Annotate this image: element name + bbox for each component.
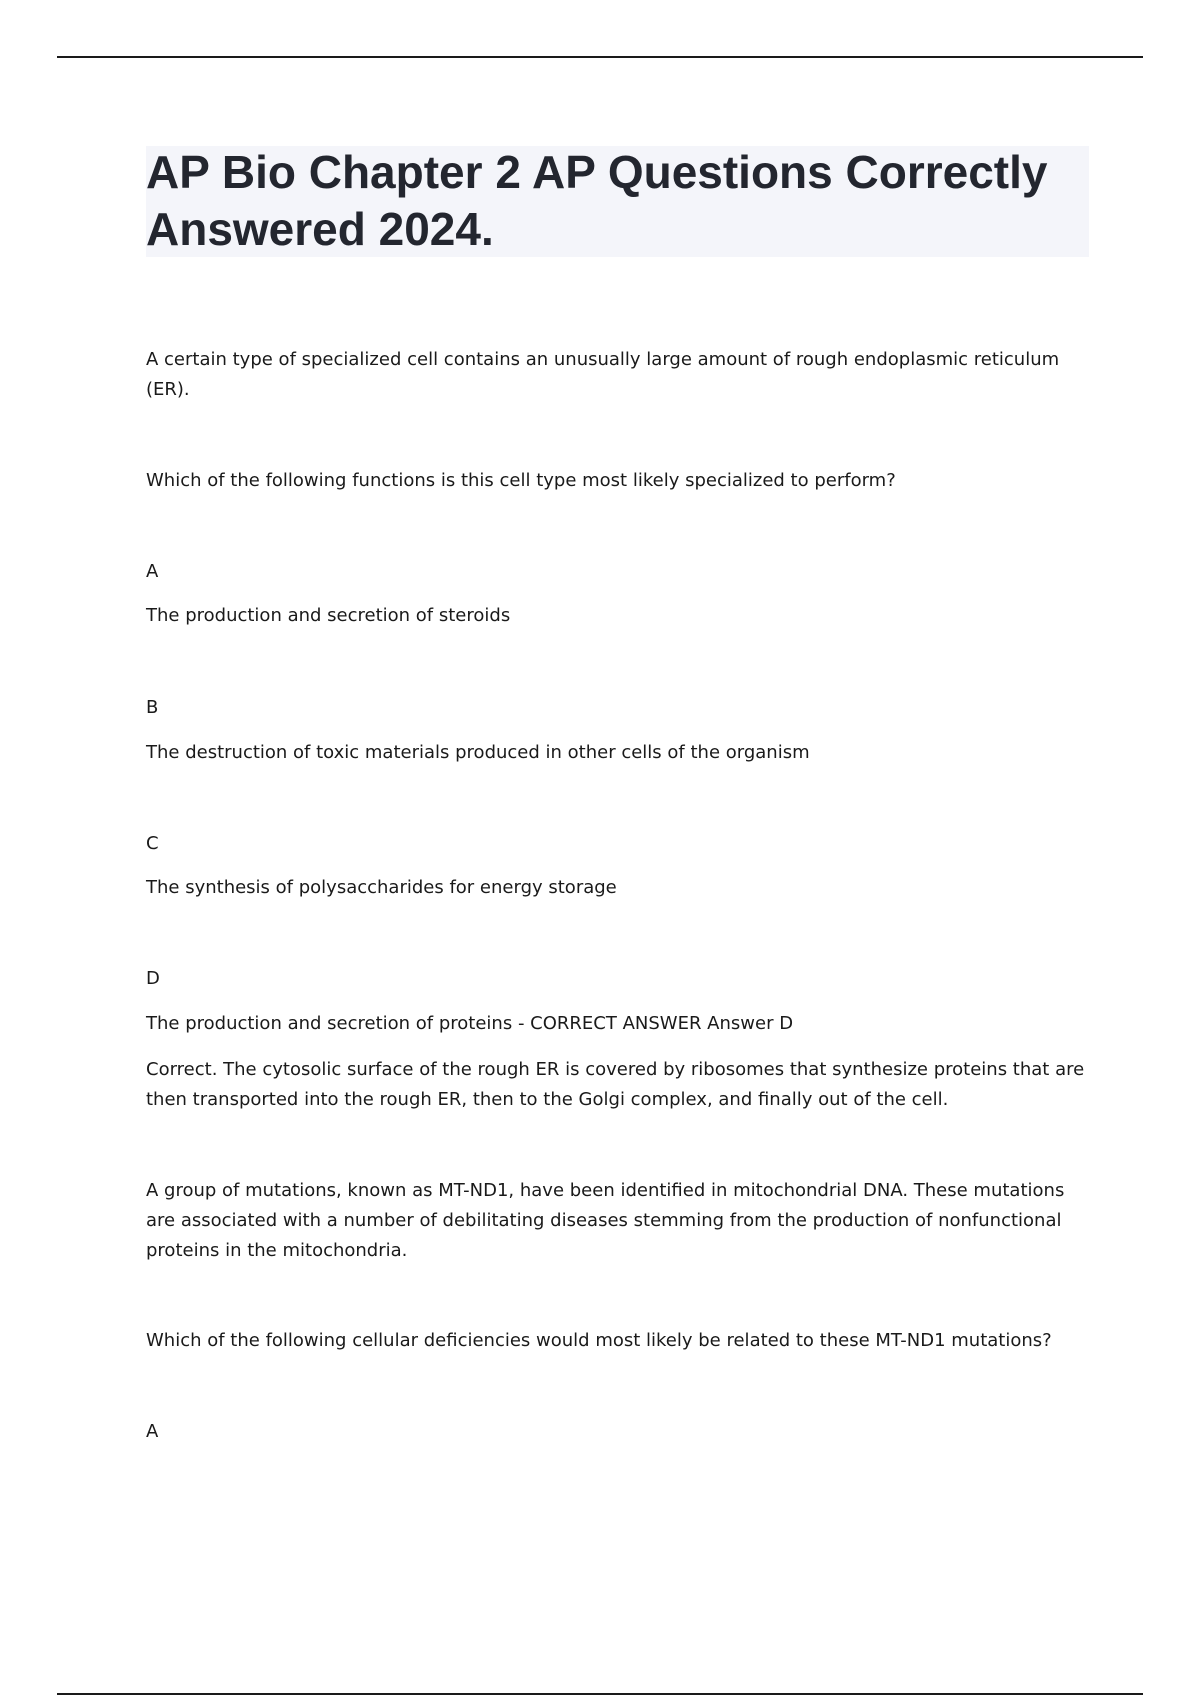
question-1-prompt: Which of the following functions is this cell type most likely specialized to perform?	[146, 470, 896, 491]
question-1-stem: A certain type of specialized cell contains an unusually large amount of rough endoplasmic reticulum (ER).	[146, 349, 1060, 400]
top-rule	[57, 56, 1143, 58]
question-2-option-letter-a: A	[146, 1421, 159, 1442]
option-letter-c: C	[146, 833, 159, 854]
option-letter-a: A	[146, 561, 159, 582]
option-letter-b: B	[146, 697, 159, 718]
question-2-prompt: Which of the following cellular deficiencies would most likely be related to these MT-ND1 mutations?	[146, 1330, 1052, 1351]
option-text-a: The production and secretion of steroids	[146, 605, 511, 626]
bottom-rule	[57, 1693, 1143, 1695]
document-title: AP Bio Chapter 2 AP Questions Correctly Answered 2024.	[146, 146, 1048, 255]
option-text-c: The synthesis of polysaccharides for energy storage	[146, 877, 617, 898]
option-text-d-with-answer: The production and secretion of proteins - CORRECT ANSWER Answer D	[146, 1013, 794, 1034]
option-letter-d: D	[146, 968, 160, 989]
option-text-b: The destruction of toxic materials produced in other cells of the organism	[146, 742, 810, 763]
answer-explanation: Correct. The cytosolic surface of the rough ER is covered by ribosomes that synthesize proteins that are then transported into the rough ER, then to the Golgi complex, and finally out of the cell.	[146, 1059, 1085, 1110]
question-2-stem: A group of mutations, known as MT-ND1, have been identified in mitochondrial DNA. These mutations are associated with a number of debilitating diseases stemming from the production of nonfunctional proteins in the mitochondria.	[146, 1180, 1065, 1261]
